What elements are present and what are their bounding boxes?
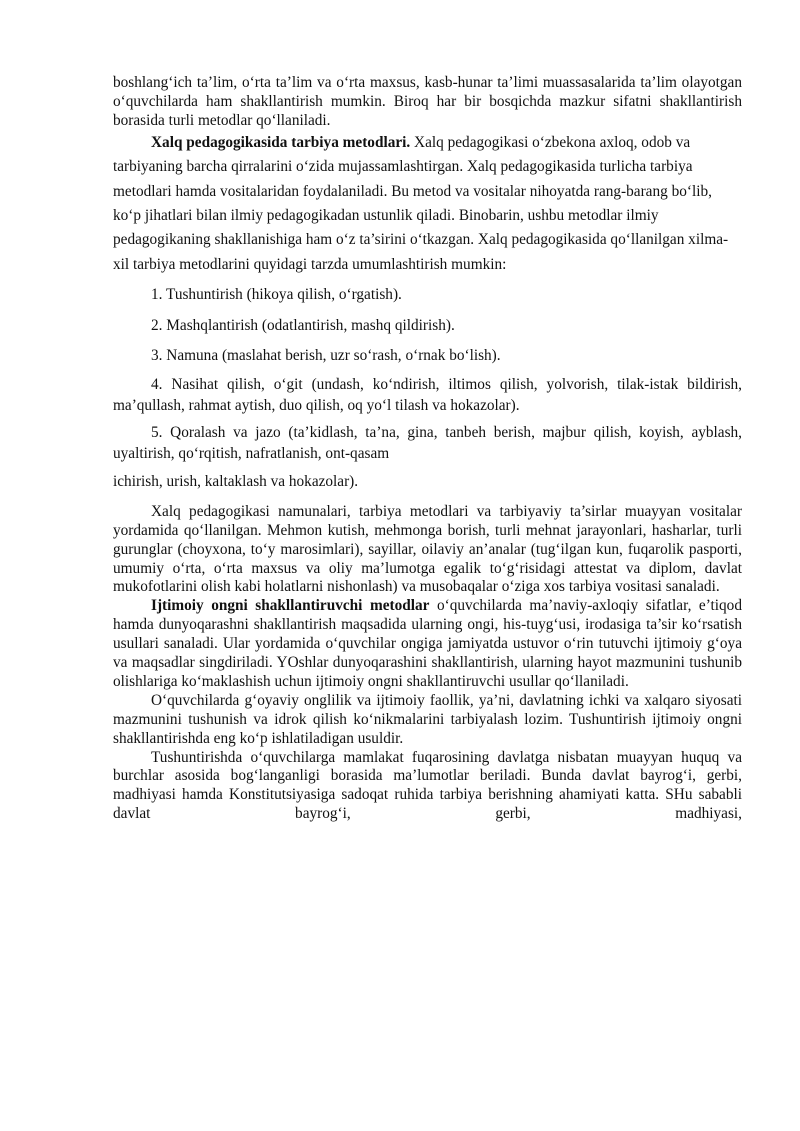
paragraph-social-consciousness [113, 597, 742, 692]
list-item-4: 4. Nasihat qilish, o‘git (undash, ko‘ndirish, iltimos qilish, yolvorish, tilak-istak bildirish, ma’qullash, rahmat aytish, duo qilish, oq yo‘l tilash va hokazolar). [113, 376, 742, 415]
paragraph-folk-pedagogy-text: Xalq pedagogikasi o‘zbekona axloq, odob va tarbiyaning barcha qirralarini o‘zida mujassamlashtirgan. Xalq pedagogikasida turlicha tarbiya metodlari hamda vositalaridan foydalaniladi. Bu metod va vositalar nihoyatda rang-barang bo‘lib, ko‘p jihatlari bilan ilmiy pedagogikadan ustunlik qiladi. Binobarin, ushbu metodlar ilmiy pedagogikaning shakllanishiga ham o‘z ta’sirini o‘tkazgan. Xalq pedagogikasida qo‘llanilgan xilma-xil tarbiya metodlarini quyidagi tarzda umumlashtirish mumkin: [113, 133, 729, 273]
heading-folk-pedagogy-methods: Xalq pedagogikasida tarbiya metodlari. [151, 133, 411, 151]
paragraph-explanation: Tushuntirishda o‘quvchilarga mamlakat fuqarosining davlatga nisbatan muayyan huquq va burchlar asosida bog‘langanligi borasida ma’lumotlar beriladi. Bunda davlat bayrog‘i, gerbi, madhiyasi hamda Konstitutsiyasiga sadoqat ruhida tarbiya berishning ahamiyati katta. SHu sababli davlat bayrog‘i, gerbi, madhiyasi, [113, 748, 742, 823]
document-page [113, 74, 742, 824]
paragraph-social-consciousness-text: o‘quvchilarda ma’naviy-axloqiy sifatlar, e’tiqod hamda dunyoqarashni shakllantirish maqsadida ularning ongi, his-tuyg‘usi, irodasiga ta’sir ko‘rsatish usullari sanaladi. Ular yordamida o‘quvchilar ongiga jamiyatda ustuvor o‘rin tutuvchi ijtimoiy g‘oya va maqsadlar singdiriladi. YOshlar dunyoqarashini shakllantirish, ularning hayot mazmunini tushunib olishlariga ko‘maklashish uchun ijtimoiy ongni shakllantiruvchi usullar qo‘llaniladi. [113, 597, 742, 690]
paragraph-ideological-awareness: O‘quvchilarda g‘oyaviy onglilik va ijtimoiy faollik, ya’ni, davlatning ichki va xalqaro siyosati mazmunini tushunish va idrok qilish ko‘nikmalarini tarbiyalash lozim. Tushuntirish ijtimoiy ongni shakllantirishda eng ko‘p ishlatiladigan usuldir. [113, 691, 742, 747]
list-item-3: 3. Namuna (maslahat berish, uzr so‘rash, o‘rnak bo‘lish). [151, 346, 501, 364]
heading-social-consciousness-methods: Ijtimoiy ongni shakllantiruvchi metodlar [151, 597, 430, 615]
list-item-1: 1. Tushuntirish (hikoya qilish, o‘rgatish). [151, 286, 402, 304]
list-item-2: 2. Mashqlantirish (odatlantirish, mashq qildirish). [151, 316, 455, 334]
paragraph-intro: boshlang‘ich ta’lim, o‘rta ta’lim va o‘rta maxsus, kasb-hunar ta’limi muassasalarida ta’lim olayotgan o‘quvchilarda ham shakllantirish mumkin. Biroq har bir bosqichda mazkur sifatni shakllantirish borasida turli metodlar qo‘llaniladi. [113, 74, 742, 129]
list-item-5: 5. Qoralash va jazo (ta’kidlash, ta’na, gina, tanbeh berish, majbur qilish, koyish, ayblash, uyaltirish, qo‘rqitish, nafratlanish, ont-qasam [113, 424, 742, 463]
paragraph-folk-pedagogy [113, 131, 742, 277]
list-item-5-continuation: ichirish, urish, kaltaklash va hokazolar). [113, 473, 359, 491]
paragraph-folk-examples: Xalq pedagogikasi namunalari, tarbiya metodlari va tarbiyaviy ta’sirlar muayyan vositalar yordamida qo‘llanilgan. Mehmon kutish, mehmonga borish, turli mehnat jarayonlari, hasharlar, turli gurunglar (choyxona, to‘y marosimlari), sayillar, oilaviy an’analar (tug‘ilgan kun, fuqarolik pasporti, umumiy o‘rta, o‘rta maxsus va oliy ma’lumotga egalik to‘g‘risidagi attestat va diplom, davlat mukofotlarini olish kabi holatlarni nishonlash) va musobaqalar o‘ziga xos tarbiya vositasi sanaladi. [113, 502, 742, 596]
